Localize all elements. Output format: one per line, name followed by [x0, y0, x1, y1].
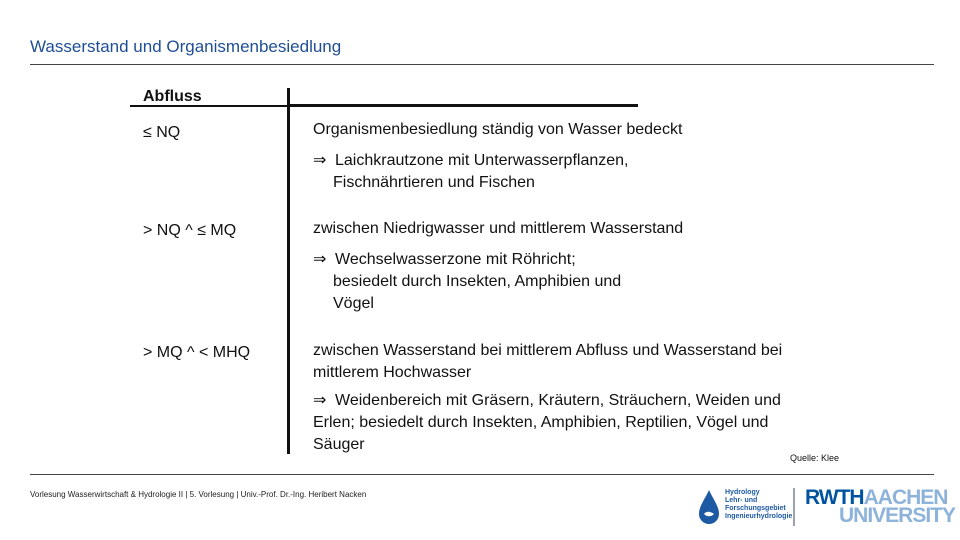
aachen-wordmark: AACHEN: [863, 486, 948, 509]
result-line: Vögel: [333, 295, 374, 312]
description-line: mittlerem Hochwasser: [313, 364, 472, 381]
implies-arrow-icon: ⇒: [313, 392, 327, 409]
condition-row-2: > NQ ^ ≤ MQ: [143, 222, 237, 239]
result-row-2: [313, 249, 863, 315]
result-line: Säuger: [313, 436, 365, 453]
logo-separator: [793, 488, 795, 526]
description-line: zwischen Wasserstand bei mittlerem Abfluss und Wasserstand bei: [313, 342, 783, 359]
source-note: Quelle: Klee: [790, 453, 840, 463]
rwth-logo: [805, 486, 956, 527]
result-line: Wechselwasserzone mit Röhricht;: [335, 251, 576, 268]
water-drop-icon: [698, 489, 720, 525]
result-line: Laichkrautzone mit Unterwasserpflanzen,: [335, 152, 629, 169]
result-line: Weidenbereich mit Gräsern, Kräutern, Sträuchern, Weiden und: [335, 392, 781, 409]
implies-arrow-icon: ⇒: [313, 251, 327, 268]
result-row-3: [313, 390, 863, 456]
column-header-abfluss: Abfluss: [143, 88, 202, 105]
institute-logo-line: Hydrology: [725, 489, 760, 496]
condition-row-1: ≤ NQ: [143, 124, 181, 141]
header-rule-right: [289, 104, 638, 107]
header-rule-left: [130, 105, 287, 107]
description-row-2: zwischen Niedrigwasser und mittlerem Wasserstand: [313, 220, 684, 237]
institute-logo: [698, 489, 793, 525]
result-line: Erlen; besiedelt durch Insekten, Amphibien, Reptilien, Vögel und: [313, 414, 769, 431]
condition-row-3: > MQ ^ < MHQ: [143, 344, 251, 361]
rwth-wordmark: RWTH: [805, 486, 864, 509]
institute-logo-line: Lehr- und: [725, 497, 758, 504]
title-divider: [30, 64, 934, 65]
column-divider: [287, 88, 290, 454]
result-row-1: [313, 150, 863, 194]
result-line: besiedelt durch Insekten, Amphibien und: [333, 273, 622, 290]
description-row-3: [313, 340, 863, 384]
institute-logo-line: Forschungsgebiet: [725, 505, 786, 512]
slide-title: Wasserstand und Organismenbesiedlung: [30, 37, 342, 56]
description-row-1: Organismenbesiedlung ständig von Wasser bedeckt: [313, 121, 683, 138]
footer-divider: [30, 474, 934, 475]
implies-arrow-icon: ⇒: [313, 152, 327, 169]
institute-logo-line: Ingenieurhydrologie: [725, 513, 793, 520]
result-line: Fischnährtieren und Fischen: [333, 174, 535, 191]
footer-text: Vorlesung Wasserwirtschaft & Hydrologie II | 5. Vorlesung | Univ.-Prof. Dr.-Ing. Heribert Nacken: [30, 490, 367, 499]
university-wordmark: UNIVERSITY: [839, 504, 956, 527]
